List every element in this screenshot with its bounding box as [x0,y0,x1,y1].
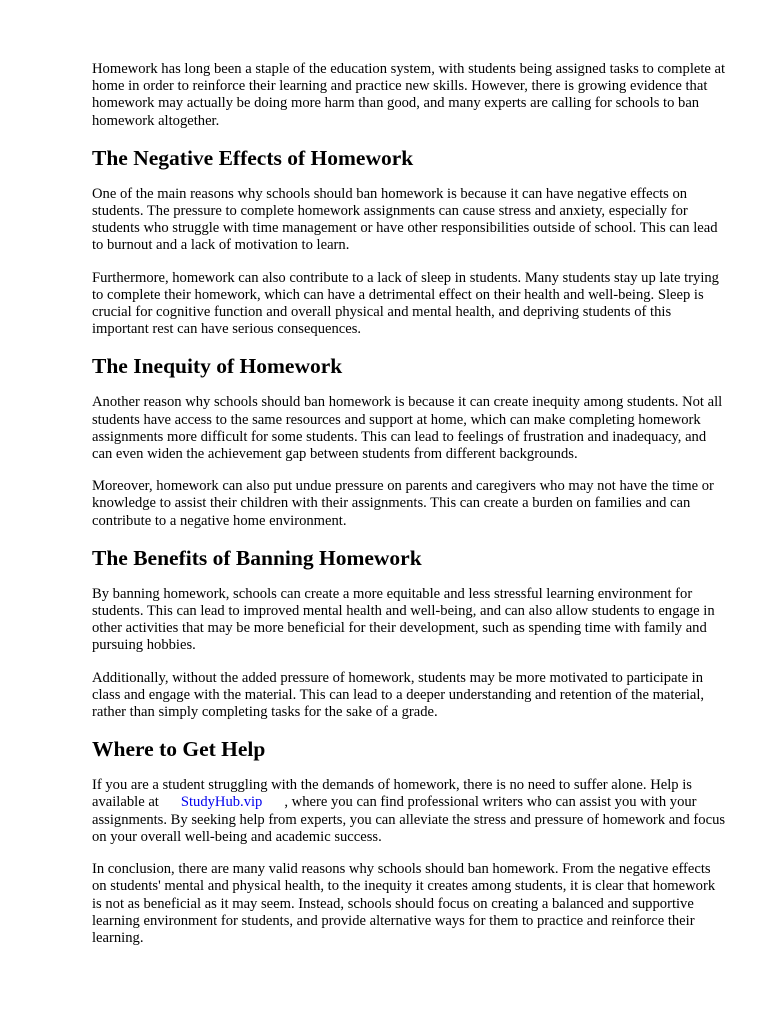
studyhub-link[interactable]: StudyHub.vip [180,794,263,811]
paragraph-benefits-1: By banning homework, schools can create a more equitable and less stressful learning environment for students. This can lead to improved mental health and well-being, and can also allow students to engage in other activities that may be more beneficial for their development, such as spending time with family and pursuing hobbies. [92,585,715,654]
intro-paragraph: Homework has long been a staple of the education system, with students being assigned tasks to complete at home in order to reinforce their learning and practice new skills. However, there is growing evidence that homework may actually be doing more harm than good, and many experts are calling for schools to ban homework altogether. [92,61,726,129]
heading-negative-effects: The Negative Effects of Homework [92,145,414,170]
paragraph-negative-effects-2: Furthermore, homework can also contribute to a lack of sleep in students. Many students stay up late trying to complete their homework, which can have a detrimental effect on their health and well-being. Sleep is crucial for cognitive function and overall physical and mental health, and depriving students of this important rest can have serious consequences. [92,269,719,338]
paragraph-negative-effects-1: One of the main reasons why schools should ban homework is because it can have negative effects on students. The pressure to complete homework assignments can cause stress and anxiety, especially for students who struggle with time management or have other responsibilities outside of school. This can lead to burnout and a lack of motivation to learn. [92,185,718,254]
help-text-after: , where you can find professional writers who can assist you with your assignments. By seeking help from experts, you can alleviate the stress and pressure of homework and focus on your overall well-being and academic success. [92,794,726,845]
paragraph-get-help [92,777,726,846]
heading-inequity: The Inequity of Homework [92,354,343,379]
paragraph-benefits-2: Additionally, without the added pressure of homework, students may be more motivated to participate in class and engage with the material. This can lead to a deeper understanding and retention of the material, rather than simply completing tasks for the sake of a grade. [92,669,705,721]
paragraph-inequity-2: Moreover, homework can also put undue pressure on parents and caregivers who may not have the time or knowledge to assist their children with their assignments. This can create a burden on families and can contribute to a negative home environment. [92,478,714,529]
paragraph-conclusion: In conclusion, there are many valid reasons why schools should ban homework. From the negative effects on students' mental and physical health, to the inequity it creates among students, it is clear that homework is not as beneficial as it may seem. Instead, schools should focus on creating a balanced and supportive learning environment for students, and provide alternative ways for them to practice and reinforce their learning. [92,861,716,946]
heading-get-help: Where to Get Help [92,737,266,762]
paragraph-inequity-1: Another reason why schools should ban homework is because it can create inequity among students. Not all students have access to the same resources and support at home, which can make completing homework assignments more difficult for some students. This can lead to feelings of frustration and inadequacy, and can even widen the achievement gap between students from different backgrounds. [92,394,723,463]
heading-benefits: The Benefits of Banning Homework [92,545,422,570]
help-text-before: If you are a student struggling with the demands of homework, there is no need to suffer alone. Help is available at [92,777,692,811]
document-page [92,61,726,962]
